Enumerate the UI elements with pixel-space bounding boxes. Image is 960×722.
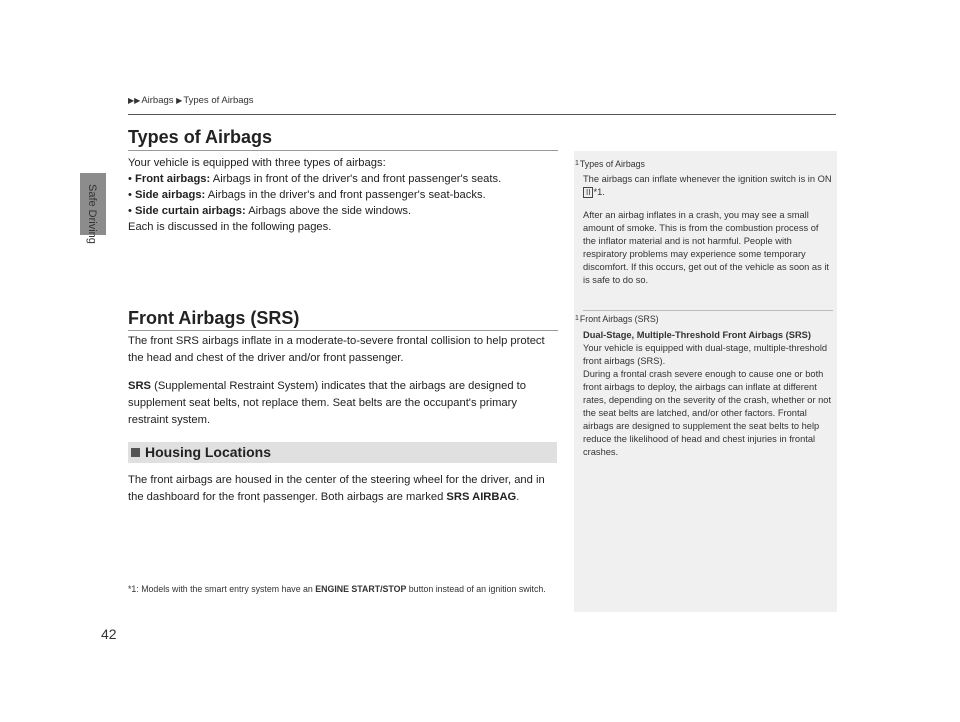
note-front-airbags: 1Front Airbags (SRS) Dual-Stage, Multiple-Threshold Front Airbags (SRS) Your vehicle is equipped with dual-stage, multiple-threshold front airbags (SRS). During a frontal crash severe enough to cause one or both front airbags to deploy, the airbags can inflate at different rates, depending on the severity of the crash, whether or not the seat belts are latched, and/or other factors. Frontal airbags are designed to supplement the seat belts to help reduce the likelihood of head and chest injuries in frontal crashes.	[575, 314, 832, 457]
breadcrumb	[128, 95, 254, 106]
header-divider	[128, 114, 836, 115]
square-bullet-icon	[131, 448, 140, 457]
footnote: *1: Models with the smart entry system have an ENGINE START/STOP button instead of an ignition switch.	[128, 584, 546, 594]
bullet-side: • Side airbags: Airbags in the driver's and front passenger's seat-backs.	[128, 189, 486, 201]
types-intro: Your vehicle is equipped with three types of airbags:	[128, 157, 386, 169]
note-title: 1Types of Airbags	[575, 159, 645, 169]
breadcrumb-arrow-icon: ▶▶	[128, 96, 141, 105]
front-airbags-body	[128, 333, 560, 429]
section-label: Safe Driving	[86, 184, 98, 244]
types-outro: Each is discussed in the following pages.	[128, 221, 332, 233]
note-icon: 1	[575, 315, 579, 322]
bullet-curtain: • Side curtain airbags: Airbags above the side windows.	[128, 205, 412, 217]
note-divider	[583, 310, 833, 311]
bullet-front: • Front airbags: Airbags in front of the driver's and front passenger's seats.	[128, 173, 502, 185]
breadcrumb-link-airbags[interactable]: Airbags	[141, 95, 174, 106]
heading-divider	[128, 150, 558, 151]
ignition-key-icon: II	[583, 187, 593, 198]
types-heading: Types of Airbags	[128, 127, 273, 147]
page-number: 42	[101, 626, 117, 642]
heading-divider	[128, 330, 558, 331]
types-body	[128, 155, 558, 235]
front-airbags-heading: Front Airbags (SRS)	[128, 308, 300, 328]
srs-airbag-mark: SRS AIRBAG	[446, 491, 517, 503]
front-para-2: SRS (Supplemental Restraint System) indicates that the airbags are designed to supplement seat belts, not replace them. Seat belts are the occupant's primary restraint system.	[128, 380, 526, 426]
housing-locations-heading: Housing Locations	[128, 442, 557, 463]
breadcrumb-current: Types of Airbags	[183, 95, 254, 106]
note-icon: 1	[575, 160, 579, 167]
note-title: 1Front Airbags (SRS)	[575, 314, 659, 324]
breadcrumb-arrow-icon: ▶	[176, 96, 183, 105]
front-para-1: The front SRS airbags inflate in a moderate-to-severe frontal collision to help protect the head and chest of the driver and/or front passenger.	[128, 335, 545, 364]
note-types-of-airbags: 1Types of Airbags The airbags can inflate whenever the ignition switch is in ON II *1. After an airbag inflates in a crash, you may see a small amount of smoke. This is from the combustion process of the inflator material and is not harmful. People with respiratory problems may experience some temporary discomfort. If this occurs, get out of the vehicle as soon as it is safe to do so.	[575, 159, 832, 285]
housing-text: The front airbags are housed in the center of the steering wheel for the driver, and in the dashboard for the front passenger. Both airbags are marked SRS AIRBAG.	[128, 474, 545, 503]
